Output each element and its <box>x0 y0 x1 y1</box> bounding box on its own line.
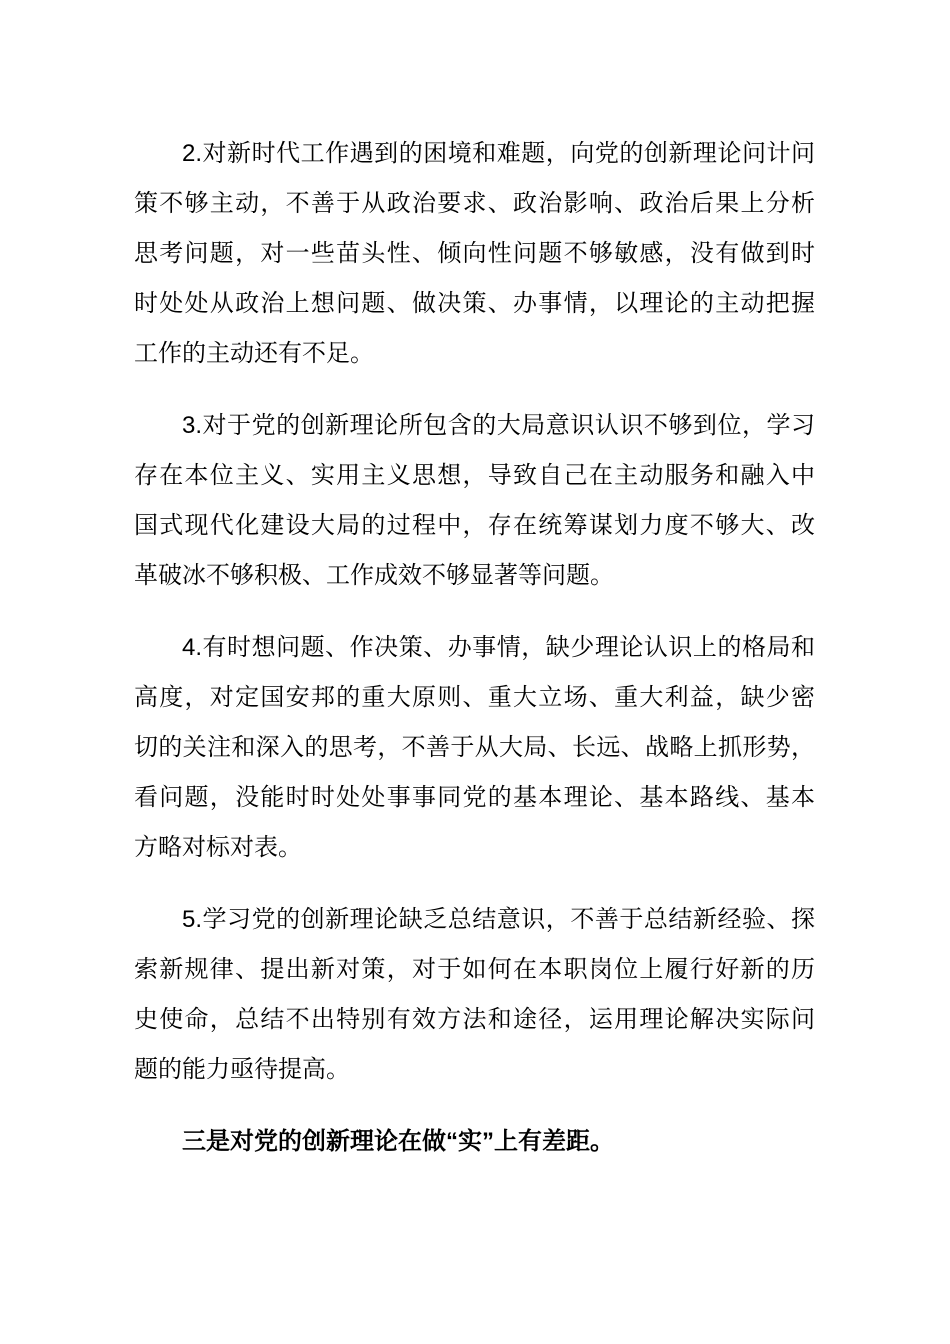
text-line: 4.有时想问题、作决策、办事情，缺少理论认识上的格局和 <box>182 634 815 661</box>
paragraph-item-2 <box>134 129 815 379</box>
text-line: 切的关注和深入的思考，不善于从大局、长远、战略上抓形势， <box>134 734 815 761</box>
text-line: 3.对于党的创新理论所包含的大局意识认识不够到位，学习 <box>182 412 815 439</box>
text-line: 方略对标对表。 <box>134 834 302 861</box>
text-line: 史使命，总结不出特别有效方法和途径，运用理论解决实际问 <box>134 1006 815 1033</box>
text-line: 2.对新时代工作遇到的困境和难题，向党的创新理论问计问 <box>182 140 815 167</box>
section-heading: 三是对党的创新理论在做“实”上有差距。 <box>182 1128 614 1155</box>
paragraph-list <box>134 129 815 1095</box>
text-line: 革破冰不够积极、工作成效不够显著等问题。 <box>134 562 614 589</box>
text-line: 题的能力亟待提高。 <box>134 1056 350 1083</box>
paragraph-item-5 <box>134 895 815 1095</box>
text-line: 5.学习党的创新理论缺乏总结意识，不善于总结新经验、探 <box>182 906 815 933</box>
text-line: 思考问题，对一些苗头性、倾向性问题不够敏感，没有做到时 <box>134 240 815 267</box>
text-line: 索新规律、提出新对策，对于如何在本职岗位上履行好新的历 <box>134 956 815 983</box>
text-line: 高度，对定国安邦的重大原则、重大立场、重大利益，缺少密 <box>134 684 815 711</box>
paragraph-item-4 <box>134 623 815 873</box>
text-line: 看问题，没能时时处处事事同党的基本理论、基本路线、基本 <box>134 784 815 811</box>
text-line: 国式现代化建设大局的过程中，存在统筹谋划力度不够大、改 <box>134 512 815 539</box>
text-line: 时处处从政治上想问题、做决策、办事情，以理论的主动把握 <box>134 290 815 317</box>
paragraph-item-3 <box>134 401 815 601</box>
text-line: 策不够主动，不善于从政治要求、政治影响、政治后果上分析 <box>134 190 815 217</box>
text-line: 存在本位主义、实用主义思想，导致自己在主动服务和融入中 <box>134 462 815 489</box>
text-line: 工作的主动还有不足。 <box>134 340 374 367</box>
